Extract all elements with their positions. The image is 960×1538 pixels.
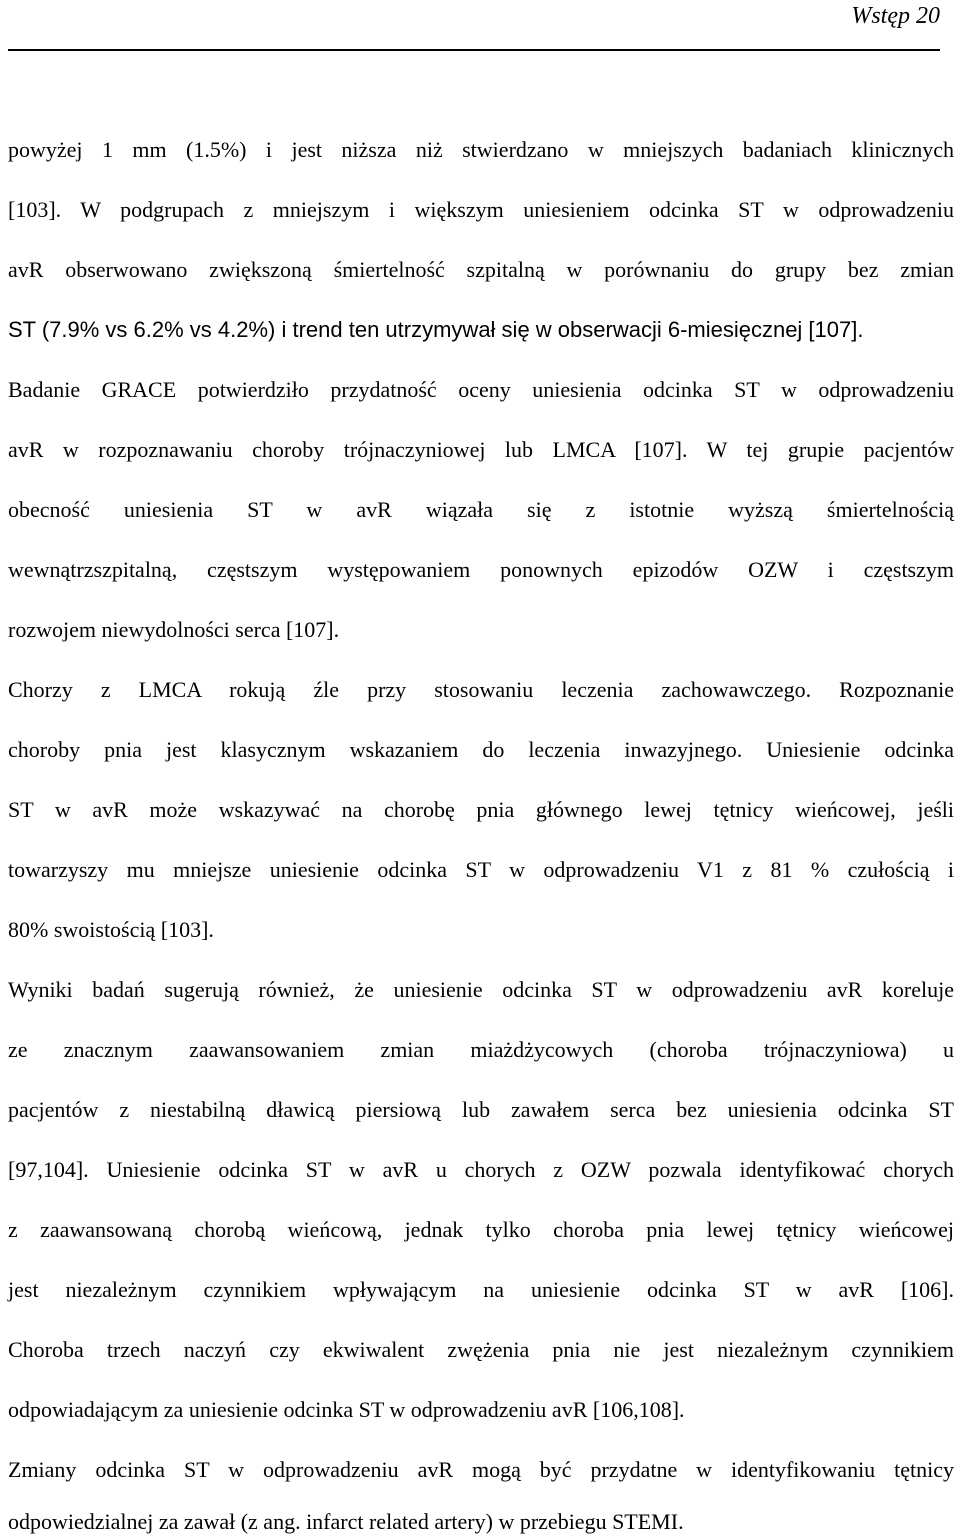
header-rule <box>8 49 940 51</box>
text-line: odpowiedzialnej za zawał (z ang. infarct related artery) w przebiegu STEMI. <box>8 1509 684 1534</box>
text-line: ST w avR może wskazywać na chorobę pnia głównego lewej tętnicy wieńcowej, jeśli <box>8 797 954 822</box>
text-line: pacjentów z niestabilną dławicą piersiową lub zawałem serca bez uniesienia odcinka ST <box>8 1097 954 1122</box>
text-line: Wyniki badań sugerują również, że uniesienie odcinka ST w odprowadzeniu avR koreluje <box>8 977 954 1002</box>
text-line: towarzyszy mu mniejsze uniesienie odcinka ST w odprowadzeniu V1 z 81 % czułością i <box>8 857 954 882</box>
text-line: choroby pnia jest klasycznym wskazaniem do leczenia inwazyjnego. Uniesienie odcinka <box>8 737 954 762</box>
text-line: Chorzy z LMCA rokują źle przy stosowaniu leczenia zachowawczego. Rozpoznanie <box>8 677 954 702</box>
text-line: 80% swoistością [103]. <box>8 917 214 942</box>
text-line: Zmiany odcinka ST w odprowadzeniu avR mogą być przydatne w identyfikowaniu tętnicy <box>8 1457 954 1482</box>
text-line: ST (7.9% vs 6.2% vs 4.2%) i trend ten utrzymywał się w obserwacji 6-miesięcznej [107]. <box>8 317 864 342</box>
page-title: Wstęp 20 <box>851 3 940 29</box>
text-line: wewnątrzszpitalną, częstszym występowaniem ponownych epizodów OZW i częstszym <box>8 557 954 582</box>
text-line: avR obserwowano zwiększoną śmiertelność szpitalną w porównaniu do grupy bez zmian <box>8 257 954 282</box>
text-line: Choroba trzech naczyń czy ekwiwalent zwężenia pnia nie jest niezależnym czynnikiem <box>8 1337 954 1362</box>
text-line: odpowiadającym za uniesienie odcinka ST w odprowadzeniu avR [106,108]. <box>8 1397 685 1422</box>
page-header <box>8 0 940 52</box>
text-line: Badanie GRACE potwierdziło przydatność oceny uniesienia odcinka ST w odprowadzeniu <box>8 377 954 402</box>
text-line: avR w rozpoznawaniu choroby trójnaczyniowej lub LMCA [107]. W tej grupie pacjentów <box>8 437 954 462</box>
text-line: powyżej 1 mm (1.5%) i jest niższa niż stwierdzano w mniejszych badaniach klinicznych <box>8 137 954 162</box>
text-line: rozwojem niewydolności serca [107]. <box>8 617 340 642</box>
text-line: jest niezależnym czynnikiem wpływającym na uniesienie odcinka ST w avR [106]. <box>8 1277 954 1302</box>
text-line: [97,104]. Uniesienie odcinka ST w avR u chorych z OZW pozwala identyfikować chorych <box>8 1157 954 1182</box>
text-line: [103]. W podgrupach z mniejszym i większym uniesieniem odcinka ST w odprowadzeniu <box>8 197 954 222</box>
text-line: z zaawansowaną chorobą wieńcową, jednak tylko choroba pnia lewej tętnicy wieńcowej <box>8 1217 954 1242</box>
text-line: obecność uniesienia ST w avR wiązała się z istotnie wyższą śmiertelnością <box>8 497 954 522</box>
text-line: ze znacznym zaawansowaniem zmian miażdżycowych (choroba trójnaczyniowa) u <box>8 1037 954 1062</box>
